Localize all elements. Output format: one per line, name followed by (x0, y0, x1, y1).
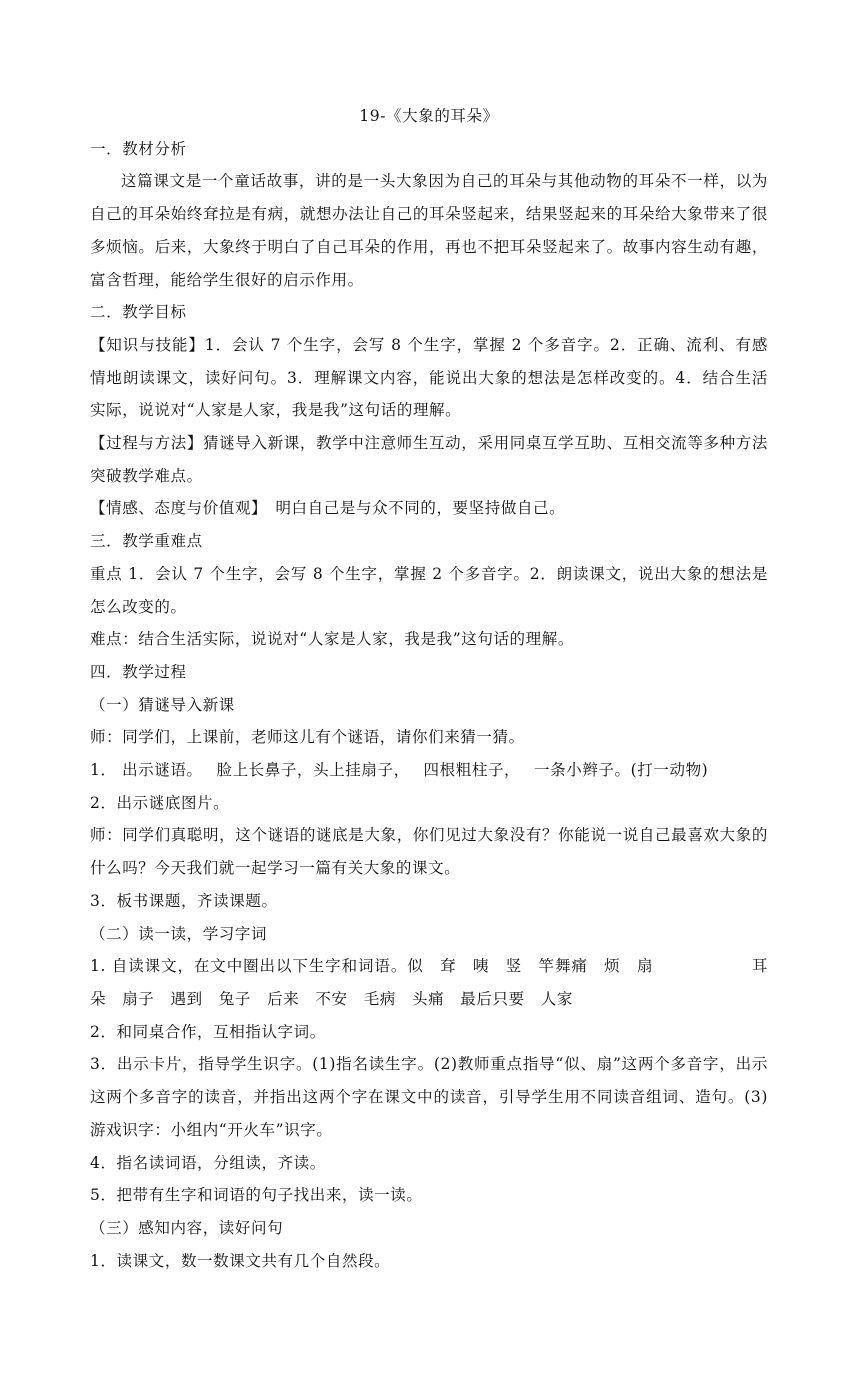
section-heading-key-points: 三．教学重难点 (90, 532, 203, 551)
part1-step1: 1． 出示谜语。 脸上长鼻子，头上挂扇子， 四根粗柱子， 一条小辫子。(打一动物) (90, 761, 709, 780)
part2-step5: 5．把带有生字和词语的句子找出来，读一读。 (90, 1186, 423, 1205)
document-title: 19-《大象的耳朵》 (359, 107, 499, 125)
goal-emotion: 【情感、态度与价值观】 明白自己是与众不同的，要坚持做自己。 (90, 499, 566, 518)
part2-step4: 4．指名读词语，分组读，齐读。 (90, 1153, 326, 1172)
difficult-points: 难点：结合生活实际，说说对“人家是人家，我是我”这句话的理解。 (90, 630, 574, 649)
section-heading-goals: 二．教学目标 (90, 303, 187, 322)
key-points: 重点 1．会认 7 个生字，会写 8 个生字，掌握 2 个多音字。2．朗读课文，说出大象的想法是怎么改变的。 (90, 564, 768, 616)
goal-knowledge: 【知识与技能】1．会认 7 个生字，会写 8 个生字，掌握 2 个多音字。2．正确、流利、有感情地朗读课文，读好问句。3．理解课文内容，能说出大象的想法是怎样改变的。4．结合生活实际，说说对“人家是人家，我是我”这句话的理解。 (90, 335, 768, 420)
part2-step3: 3．出示卡片，指导学生识字。(1)指名读生字。(2)教师重点指导“似、扇”这两个多音字，出示这两个多音字的读音，并指出这两个字在课文中的读音，引导学生用不同读音组词、造句。(3)游戏识字：小组内“开火车”识字。 (90, 1055, 768, 1139)
document-page (90, 100, 768, 1277)
part1-step2: 2．出示谜底图片。 (90, 793, 230, 812)
part2-step1: 1. 自读课文，在文中圈出以下生字和词语。似 耷 咦 竖 竿舞痛 烦 扇 耳朵 扇子 遇到 兔子 后来 不安 毛病 头痛 最后只要 人家 (90, 957, 768, 1008)
part3-heading: （三）感知内容，读好问句 (90, 1218, 284, 1237)
section-heading-process: 四．教学过程 (90, 662, 187, 681)
part3-step1: 1．读课文，数一数课文共有几个自然段。 (90, 1251, 391, 1270)
part2-step2: 2．和同桌合作，互相指认字词。 (90, 1022, 326, 1041)
analysis-paragraph: 这篇课文是一个童话故事，讲的是一头大象因为自己的耳朵与其他动物的耳朵不一样，以为自己的耳朵始终耷拉是有病，就想办法让自己的耳朵竖起来，结果竖起来的耳朵给大象带来了很多烦恼。后来，大象终于明白了自己耳朵的作用，再也不把耳朵竖起来了。故事内容生动有趣，富含哲理，能给学生很好的启示作用。 (90, 172, 768, 289)
part1-step3: 3．板书课题，齐读课题。 (90, 891, 278, 910)
part1-heading: （一）猜谜导入新课 (90, 695, 235, 714)
goal-process: 【过程与方法】猜谜导入新课，教学中注意师生互动，采用同桌互学互助、互相交流等多种方法突破教学难点。 (90, 434, 768, 485)
part2-heading: （二）读一读，学习字词 (90, 924, 268, 943)
part1-teacher-line1: 师：同学们，上课前，老师这儿有个谜语，请你们来猜一猜。 (90, 728, 525, 747)
section-heading-analysis: 一．教材分析 (90, 139, 187, 158)
part1-teacher-line2: 师：同学们真聪明，这个谜语的谜底是大象，你们见过大象没有？你能说一说自己最喜欢大象的什么吗？今天我们就一起学习一篇有关大象的课文。 (90, 826, 768, 878)
